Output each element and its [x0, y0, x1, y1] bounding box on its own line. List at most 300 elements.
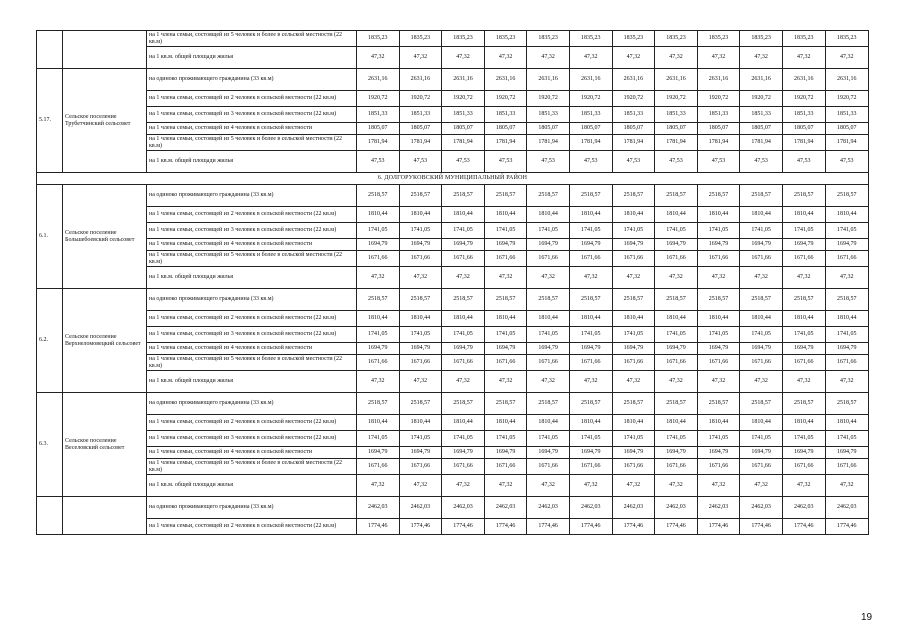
indicator-label: на 1 члена семьи, состоящей из 2 человек в сельской местности (22 кв.м) [147, 415, 357, 431]
value-cell: 47,32 [782, 371, 825, 393]
value-cell: 2518,57 [442, 185, 485, 207]
indicator-label: на 1 члена семьи, состоящей из 2 человек в сельской местности (22 кв.м) [147, 311, 357, 327]
value-cell: 1810,44 [825, 415, 868, 431]
value-cell: 1810,44 [442, 207, 485, 223]
value-cell: 2518,57 [782, 185, 825, 207]
value-cell: 1851,33 [442, 107, 485, 123]
value-cell: 1781,94 [357, 135, 400, 151]
value-cell: 1694,79 [357, 239, 400, 251]
value-cell: 2462,03 [527, 497, 570, 519]
value-cell: 1694,79 [527, 239, 570, 251]
value-cell: 2518,57 [484, 185, 527, 207]
value-cell: 1671,66 [442, 459, 485, 475]
settlement-number: 6.1. [37, 185, 63, 289]
value-cell: 1741,05 [442, 327, 485, 343]
value-cell: 1694,79 [825, 343, 868, 355]
value-cell: 47,53 [484, 151, 527, 173]
value-cell: 1781,94 [782, 135, 825, 151]
value-cell: 1920,72 [569, 91, 612, 107]
value-cell: 2462,03 [612, 497, 655, 519]
value-cell: 1774,46 [484, 519, 527, 535]
value-cell: 1741,05 [569, 327, 612, 343]
value-cell: 1741,05 [740, 327, 783, 343]
value-cell: 1774,46 [399, 519, 442, 535]
indicator-label: на одиноко проживающего гражданина (33 кв.м) [147, 497, 357, 519]
value-cell: 2518,57 [527, 185, 570, 207]
value-cell: 1810,44 [569, 415, 612, 431]
value-cell: 1741,05 [569, 431, 612, 447]
value-cell: 2518,57 [442, 289, 485, 311]
indicator-label: на одиноко проживающего гражданина (33 кв.м) [147, 289, 357, 311]
value-cell: 1851,33 [484, 107, 527, 123]
indicator-label: на одиноко проживающего гражданина (33 кв.м) [147, 393, 357, 415]
value-cell: 47,32 [740, 475, 783, 497]
table-row [37, 239, 869, 251]
value-cell: 47,32 [740, 371, 783, 393]
value-cell: 47,53 [825, 151, 868, 173]
value-cell: 2518,57 [484, 289, 527, 311]
value-cell: 1835,23 [825, 31, 868, 47]
value-cell: 1671,66 [825, 459, 868, 475]
value-cell: 47,32 [655, 371, 698, 393]
value-cell: 1741,05 [569, 223, 612, 239]
value-cell: 1810,44 [825, 207, 868, 223]
value-cell: 1741,05 [612, 223, 655, 239]
indicator-label: на 1 кв.м. общей площади жилья [147, 475, 357, 497]
settlement-number: 5.17. [37, 69, 63, 173]
value-cell: 47,32 [697, 47, 740, 69]
value-cell: 2518,57 [655, 393, 698, 415]
table-row [37, 355, 869, 371]
value-cell: 47,32 [527, 47, 570, 69]
value-cell: 47,32 [612, 47, 655, 69]
value-cell: 1835,23 [782, 31, 825, 47]
value-cell: 2518,57 [825, 289, 868, 311]
value-cell: 47,32 [527, 267, 570, 289]
value-cell: 1835,23 [569, 31, 612, 47]
indicator-label: на 1 члена семьи, состоящей из 4 человек в сельской местности [147, 239, 357, 251]
indicator-label: на 1 члена семьи, состоящей из 2 человек в сельской местности (22 кв.м) [147, 207, 357, 223]
indicator-label: на 1 члена семьи, состоящей из 5 человек и более в сельской местности (22 кв.м) [147, 31, 357, 47]
value-cell: 47,32 [697, 371, 740, 393]
value-cell: 1694,79 [357, 343, 400, 355]
value-cell: 1920,72 [442, 91, 485, 107]
table-row [37, 69, 869, 91]
value-cell: 1810,44 [357, 311, 400, 327]
value-cell: 1810,44 [569, 311, 612, 327]
value-cell: 1694,79 [527, 447, 570, 459]
value-cell: 1805,07 [569, 123, 612, 135]
value-cell: 47,32 [612, 267, 655, 289]
value-cell: 1741,05 [697, 431, 740, 447]
value-cell: 47,32 [484, 47, 527, 69]
value-cell: 1781,94 [527, 135, 570, 151]
value-cell: 47,32 [569, 267, 612, 289]
value-cell: 1671,66 [697, 355, 740, 371]
value-cell: 1851,33 [527, 107, 570, 123]
value-cell: 1774,46 [655, 519, 698, 535]
value-cell: 47,53 [655, 151, 698, 173]
value-cell: 1671,66 [569, 251, 612, 267]
value-cell: 1741,05 [357, 431, 400, 447]
value-cell: 47,32 [569, 47, 612, 69]
value-cell: 2631,16 [740, 69, 783, 91]
value-cell: 1810,44 [484, 311, 527, 327]
value-cell: 1805,07 [484, 123, 527, 135]
value-cell: 1920,72 [655, 91, 698, 107]
value-cell: 2631,16 [569, 69, 612, 91]
value-cell: 1741,05 [697, 327, 740, 343]
value-cell: 47,32 [399, 47, 442, 69]
value-cell: 1694,79 [655, 343, 698, 355]
value-cell: 1671,66 [782, 251, 825, 267]
value-cell: 1671,66 [527, 355, 570, 371]
value-cell: 1671,66 [357, 459, 400, 475]
value-cell: 2518,57 [655, 185, 698, 207]
value-cell: 1810,44 [740, 207, 783, 223]
value-cell: 2518,57 [569, 393, 612, 415]
value-cell: 1694,79 [484, 239, 527, 251]
value-cell: 2518,57 [612, 185, 655, 207]
table-row [37, 431, 869, 447]
indicator-label: на 1 члена семьи, состоящей из 4 человек в сельской местности [147, 343, 357, 355]
indicator-label: на 1 члена семьи, состоящей из 4 человек в сельской местности [147, 447, 357, 459]
value-cell: 1805,07 [357, 123, 400, 135]
value-cell: 1741,05 [399, 223, 442, 239]
value-cell: 47,32 [484, 371, 527, 393]
indicator-label: на 1 кв.м. общей площади жилья [147, 151, 357, 173]
value-cell: 1741,05 [484, 327, 527, 343]
value-cell: 1810,44 [484, 415, 527, 431]
value-cell: 2518,57 [782, 289, 825, 311]
value-cell: 1671,66 [399, 355, 442, 371]
value-cell: 47,32 [357, 47, 400, 69]
value-cell: 1741,05 [740, 431, 783, 447]
value-cell: 1671,66 [399, 251, 442, 267]
value-cell: 1671,66 [782, 459, 825, 475]
value-cell: 1810,44 [612, 207, 655, 223]
value-cell: 1671,66 [740, 459, 783, 475]
value-cell: 1671,66 [697, 251, 740, 267]
indicator-label: на 1 кв.м. общей площади жилья [147, 267, 357, 289]
value-cell: 1774,46 [527, 519, 570, 535]
value-cell: 1671,66 [697, 459, 740, 475]
table-row [37, 123, 869, 135]
value-cell: 1851,33 [782, 107, 825, 123]
value-cell: 1694,79 [740, 239, 783, 251]
table-row [37, 393, 869, 415]
value-cell: 1851,33 [740, 107, 783, 123]
value-cell: 1835,23 [357, 31, 400, 47]
value-cell: 2462,03 [569, 497, 612, 519]
value-cell: 1671,66 [484, 355, 527, 371]
value-cell: 2462,03 [484, 497, 527, 519]
value-cell: 2518,57 [399, 185, 442, 207]
value-cell: 2518,57 [527, 289, 570, 311]
value-cell: 2631,16 [357, 69, 400, 91]
value-cell: 1671,66 [569, 459, 612, 475]
table-row [37, 207, 869, 223]
indicator-label: на 1 члена семьи, состоящей из 5 человек и более в сельской местности (22 кв.м) [147, 355, 357, 371]
value-cell: 1835,23 [399, 31, 442, 47]
value-cell: 1741,05 [740, 223, 783, 239]
value-cell: 1920,72 [697, 91, 740, 107]
value-cell: 47,53 [357, 151, 400, 173]
value-cell: 1671,66 [825, 355, 868, 371]
value-cell: 1694,79 [612, 447, 655, 459]
value-cell: 1810,44 [697, 415, 740, 431]
value-cell: 2518,57 [399, 393, 442, 415]
value-cell: 2518,57 [612, 393, 655, 415]
value-cell: 1671,66 [612, 459, 655, 475]
value-cell: 1741,05 [782, 431, 825, 447]
value-cell: 47,32 [612, 475, 655, 497]
value-cell: 2631,16 [612, 69, 655, 91]
indicator-label: на 1 члена семьи, состоящей из 3 человек в сельской местности (22 кв.м) [147, 107, 357, 123]
value-cell: 2518,57 [740, 185, 783, 207]
value-cell: 1671,66 [442, 251, 485, 267]
value-cell: 2462,03 [357, 497, 400, 519]
value-cell: 1694,79 [697, 343, 740, 355]
indicator-label: на 1 члена семьи, состоящей из 3 человек в сельской местности (22 кв.м) [147, 223, 357, 239]
value-cell: 1694,79 [697, 447, 740, 459]
value-cell: 2631,16 [655, 69, 698, 91]
table-row [37, 343, 869, 355]
value-cell: 1920,72 [825, 91, 868, 107]
settlement-number [37, 497, 63, 535]
value-cell: 1810,44 [527, 207, 570, 223]
table-row [37, 151, 869, 173]
settlement-name [63, 31, 147, 69]
value-cell: 1694,79 [442, 343, 485, 355]
value-cell: 1810,44 [612, 415, 655, 431]
value-cell: 1671,66 [612, 251, 655, 267]
indicator-label: на одиноко проживающего гражданина (33 кв.м) [147, 69, 357, 91]
value-cell: 1920,72 [357, 91, 400, 107]
value-cell: 1774,46 [825, 519, 868, 535]
table-row [37, 91, 869, 107]
table-row [37, 459, 869, 475]
value-cell: 47,32 [655, 267, 698, 289]
price-norm-table [36, 30, 869, 535]
value-cell: 1805,07 [442, 123, 485, 135]
table-row [37, 107, 869, 123]
value-cell: 47,32 [357, 267, 400, 289]
value-cell: 47,32 [740, 267, 783, 289]
value-cell: 47,32 [569, 371, 612, 393]
value-cell: 1741,05 [612, 327, 655, 343]
settlement-name: Сельское поселение Большебоевский сельсовет [63, 185, 147, 289]
value-cell: 1741,05 [399, 327, 442, 343]
indicator-label: на 1 члена семьи, состоящей из 4 человек в сельской местности [147, 123, 357, 135]
value-cell: 1694,79 [442, 239, 485, 251]
value-cell: 1741,05 [484, 431, 527, 447]
value-cell: 47,32 [612, 371, 655, 393]
value-cell: 1694,79 [484, 447, 527, 459]
value-cell: 1694,79 [825, 447, 868, 459]
district-section-title: 6. ДОЛГОРУКОВСКИЙ МУНИЦИПАЛЬНЫЙ РАЙОН [37, 173, 869, 185]
value-cell: 1810,44 [825, 311, 868, 327]
table-row [37, 311, 869, 327]
value-cell: 1835,23 [484, 31, 527, 47]
value-cell: 47,32 [399, 371, 442, 393]
value-cell: 1671,66 [655, 459, 698, 475]
value-cell: 47,32 [399, 475, 442, 497]
value-cell: 1671,66 [442, 355, 485, 371]
value-cell: 47,32 [825, 267, 868, 289]
value-cell: 1851,33 [399, 107, 442, 123]
value-cell: 1694,79 [357, 447, 400, 459]
value-cell: 1781,94 [569, 135, 612, 151]
value-cell: 1694,79 [484, 343, 527, 355]
value-cell: 1810,44 [569, 207, 612, 223]
value-cell: 1671,66 [527, 459, 570, 475]
value-cell: 47,32 [484, 267, 527, 289]
value-cell: 1741,05 [442, 431, 485, 447]
indicator-label: на 1 члена семьи, состоящей из 2 человек в сельской местности (22 кв.м) [147, 519, 357, 535]
value-cell: 47,32 [655, 475, 698, 497]
value-cell: 1810,44 [399, 311, 442, 327]
indicator-label: на 1 члена семьи, состоящей из 5 человек и более в сельской местности (22 кв.м) [147, 459, 357, 475]
value-cell: 1774,46 [612, 519, 655, 535]
value-cell: 2631,16 [825, 69, 868, 91]
value-cell: 1805,07 [655, 123, 698, 135]
value-cell: 1781,94 [655, 135, 698, 151]
indicator-label: на 1 кв.м. общей площади жилья [147, 371, 357, 393]
value-cell: 1810,44 [782, 207, 825, 223]
value-cell: 1810,44 [484, 207, 527, 223]
value-cell: 47,53 [399, 151, 442, 173]
value-cell: 1671,66 [399, 459, 442, 475]
value-cell: 1741,05 [655, 431, 698, 447]
value-cell: 1851,33 [825, 107, 868, 123]
value-cell: 2518,57 [357, 393, 400, 415]
value-cell: 1851,33 [612, 107, 655, 123]
value-cell: 1741,05 [484, 223, 527, 239]
value-cell: 47,53 [612, 151, 655, 173]
table-row [37, 251, 869, 267]
value-cell: 47,32 [357, 475, 400, 497]
value-cell: 1810,44 [740, 415, 783, 431]
table-row [37, 475, 869, 497]
value-cell: 1805,07 [527, 123, 570, 135]
value-cell: 2518,57 [612, 289, 655, 311]
value-cell: 2518,57 [569, 185, 612, 207]
value-cell: 1741,05 [655, 223, 698, 239]
value-cell: 2518,57 [697, 289, 740, 311]
value-cell: 47,32 [399, 267, 442, 289]
value-cell: 1835,23 [612, 31, 655, 47]
value-cell: 1741,05 [527, 223, 570, 239]
value-cell: 2631,16 [484, 69, 527, 91]
value-cell: 2518,57 [655, 289, 698, 311]
value-cell: 2518,57 [569, 289, 612, 311]
value-cell: 1741,05 [357, 327, 400, 343]
value-cell: 1920,72 [612, 91, 655, 107]
value-cell: 1805,07 [612, 123, 655, 135]
table-row [37, 289, 869, 311]
table-row [37, 135, 869, 151]
value-cell: 2518,57 [357, 289, 400, 311]
value-cell: 2518,57 [399, 289, 442, 311]
value-cell: 1694,79 [782, 447, 825, 459]
value-cell: 1810,44 [612, 311, 655, 327]
value-cell: 1810,44 [782, 311, 825, 327]
value-cell: 1781,94 [825, 135, 868, 151]
value-cell: 1694,79 [442, 447, 485, 459]
table-row [37, 47, 869, 69]
value-cell: 1741,05 [655, 327, 698, 343]
value-cell: 1805,07 [399, 123, 442, 135]
value-cell: 2518,57 [782, 393, 825, 415]
value-cell: 2462,03 [740, 497, 783, 519]
value-cell: 47,53 [569, 151, 612, 173]
value-cell: 1781,94 [612, 135, 655, 151]
value-cell: 2518,57 [484, 393, 527, 415]
value-cell: 1920,72 [740, 91, 783, 107]
table-row [37, 31, 869, 47]
value-cell: 1694,79 [782, 239, 825, 251]
value-cell: 47,32 [484, 475, 527, 497]
value-cell: 1781,94 [740, 135, 783, 151]
table-row [37, 371, 869, 393]
value-cell: 1810,44 [697, 207, 740, 223]
page-number: 19 [861, 612, 873, 623]
value-cell: 47,53 [442, 151, 485, 173]
value-cell: 47,32 [442, 267, 485, 289]
value-cell: 1694,79 [569, 239, 612, 251]
value-cell: 1810,44 [357, 415, 400, 431]
value-cell: 1694,79 [569, 343, 612, 355]
value-cell: 2462,03 [697, 497, 740, 519]
value-cell: 1774,46 [442, 519, 485, 535]
value-cell: 1671,66 [740, 251, 783, 267]
value-cell: 47,53 [527, 151, 570, 173]
value-cell: 47,32 [527, 371, 570, 393]
table-row [37, 519, 869, 535]
value-cell: 1920,72 [782, 91, 825, 107]
value-cell: 47,32 [782, 47, 825, 69]
indicator-label: на 1 члена семьи, состоящей из 2 человек в сельской местности (22 кв.м) [147, 91, 357, 107]
value-cell: 2518,57 [357, 185, 400, 207]
value-cell: 2631,16 [442, 69, 485, 91]
value-cell: 2631,16 [782, 69, 825, 91]
value-cell: 2462,03 [825, 497, 868, 519]
value-cell: 1671,66 [612, 355, 655, 371]
value-cell: 1694,79 [697, 239, 740, 251]
value-cell: 1805,07 [825, 123, 868, 135]
value-cell: 1810,44 [697, 311, 740, 327]
value-cell: 1694,79 [655, 447, 698, 459]
value-cell: 1694,79 [399, 447, 442, 459]
value-cell: 47,32 [825, 47, 868, 69]
value-cell: 47,32 [825, 475, 868, 497]
settlement-number [37, 31, 63, 69]
value-cell: 2518,57 [697, 393, 740, 415]
value-cell: 1810,44 [782, 415, 825, 431]
value-cell: 2518,57 [697, 185, 740, 207]
indicator-label: на 1 члена семьи, состоящей из 3 человек в сельской местности (22 кв.м) [147, 327, 357, 343]
value-cell: 47,32 [442, 47, 485, 69]
district-section-row [37, 173, 869, 185]
settlement-name: Сельское поселение Верхнеломовецкий сельсовет [63, 289, 147, 393]
value-cell: 1694,79 [612, 343, 655, 355]
value-cell: 2518,57 [527, 393, 570, 415]
value-cell: 1671,66 [484, 459, 527, 475]
value-cell: 1781,94 [484, 135, 527, 151]
value-cell: 1851,33 [357, 107, 400, 123]
value-cell: 1741,05 [612, 431, 655, 447]
